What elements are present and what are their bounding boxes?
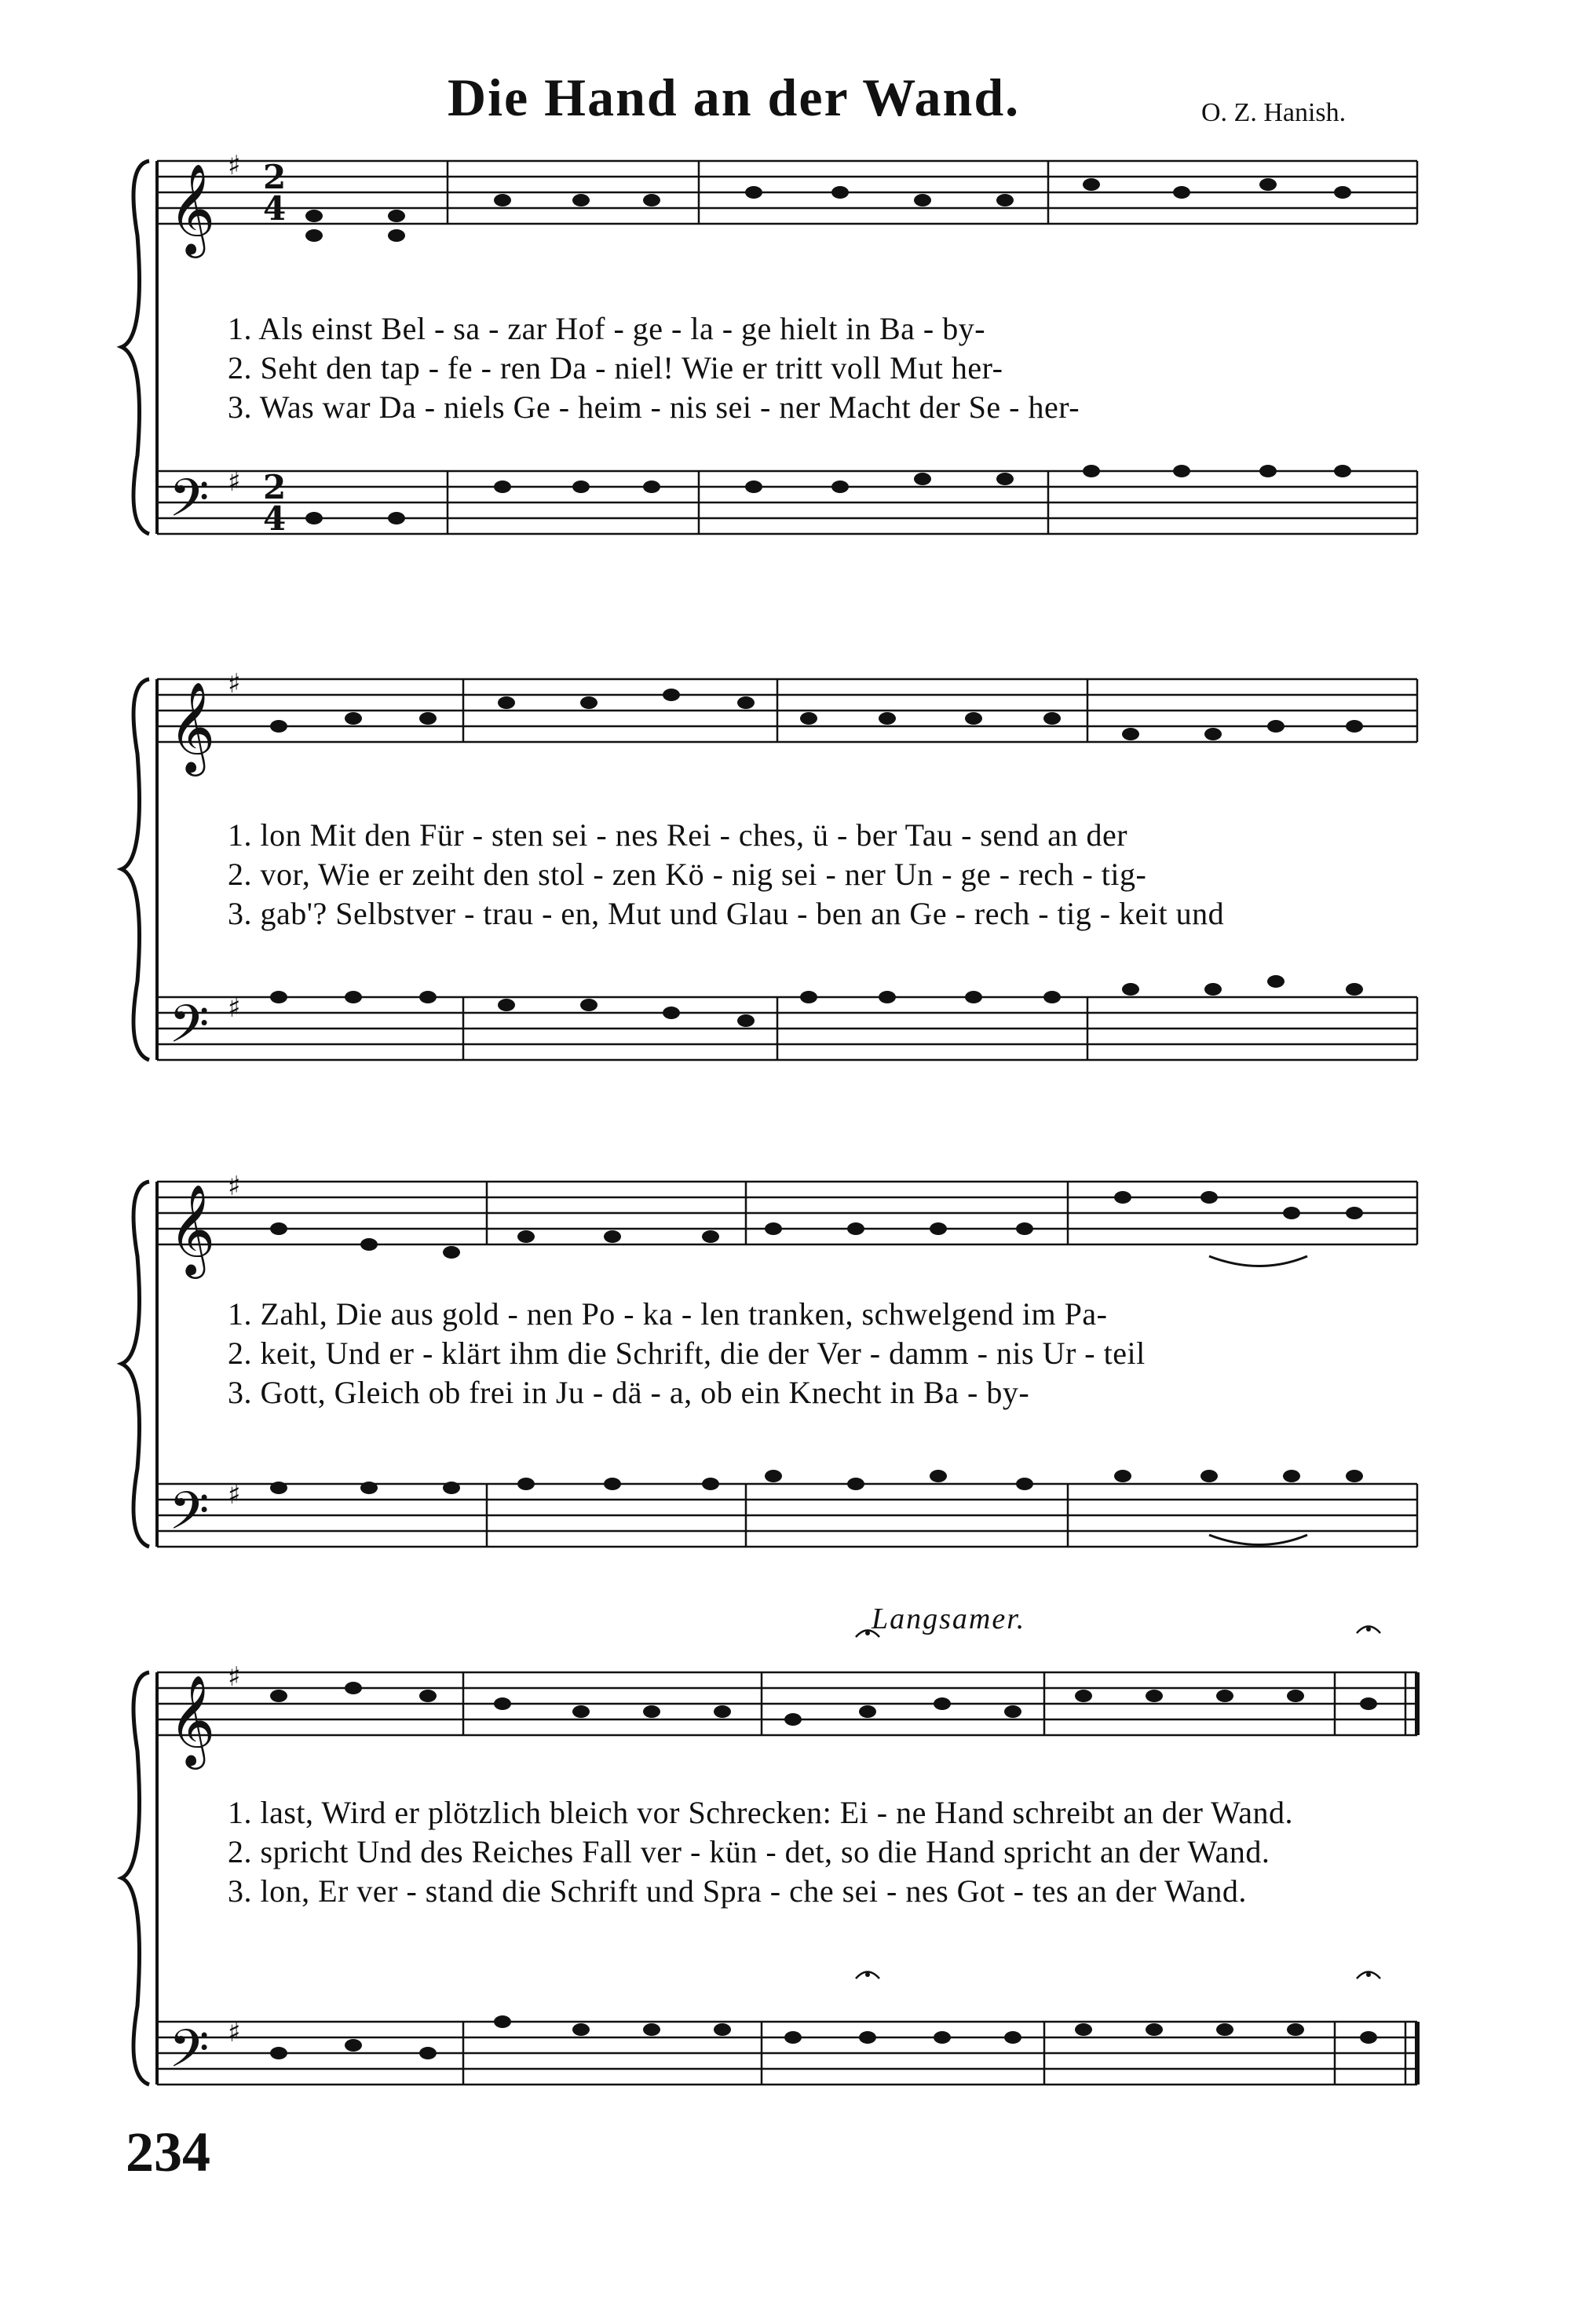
svg-text:𝄞: 𝄞 bbox=[169, 163, 216, 254]
lyric-line: 3. Was war Da - niels Ge - heim - nis sei - ner Macht der Se - her- bbox=[228, 389, 1080, 425]
lyric-line: 2. Seht den tap - fe - ren Da - niel! Wie er tritt voll Mut her- bbox=[228, 350, 1003, 386]
svg-text:♯: ♯ bbox=[228, 2017, 241, 2048]
svg-text:𝄢: 𝄢 bbox=[169, 1481, 210, 1554]
lyric-line: 1. last, Wird er plötzlich bleich vor Schrecken: Ei - ne Hand schreibt an der Wand. bbox=[228, 1795, 1293, 1830]
page-number: 234 bbox=[126, 2121, 210, 2183]
svg-text:𝄢: 𝄢 bbox=[169, 468, 210, 541]
svg-text:𝄞: 𝄞 bbox=[169, 1674, 216, 1766]
lyric-line: 3. Gott, Gleich ob frei in Ju - dä - a, ob ein Knecht in Ba - by- bbox=[228, 1375, 1030, 1410]
svg-text:2: 2 bbox=[263, 158, 287, 196]
svg-text:♯: ♯ bbox=[228, 1479, 241, 1511]
lyric-line: 2. vor, Wie er zeiht den stol - zen Kö - nig sei - ner Un - ge - rech - tig- bbox=[228, 857, 1147, 892]
svg-text:♯: ♯ bbox=[228, 150, 241, 181]
lyric-line: 2. keit, Und er - klärt ihm die Schrift, die der Ver - damm - nis Ur - teil bbox=[228, 1336, 1146, 1371]
svg-text:𝄞: 𝄞 bbox=[169, 1183, 216, 1275]
svg-text:♯: ♯ bbox=[228, 668, 241, 700]
hymn-title: Die Hand an der Wand. bbox=[448, 68, 1021, 127]
composer-credit: O. Z. Hanish. bbox=[1201, 98, 1347, 127]
lyric-line: 1. lon Mit den Für - sten sei - nes Rei - ches, ü - ber Tau - send an der bbox=[228, 817, 1128, 853]
lyric-line: 1. Zahl, Die aus gold - nen Po - ka - len tranken, schwelgend im Pa- bbox=[228, 1296, 1108, 1332]
lyric-line: 2. spricht Und des Reiches Fall ver - kün - det, so die Hand spricht an der Wand. bbox=[228, 1834, 1270, 1869]
lyric-line: 1. Als einst Bel - sa - zar Hof - ge - la - ge hielt in Ba - by- bbox=[228, 311, 986, 346]
svg-text:𝄢: 𝄢 bbox=[169, 2019, 210, 2092]
svg-text:𝄞: 𝄞 bbox=[169, 681, 216, 773]
svg-text:4: 4 bbox=[263, 189, 287, 228]
svg-text:♯: ♯ bbox=[228, 466, 241, 498]
svg-text:♯: ♯ bbox=[228, 992, 241, 1024]
svg-text:♯: ♯ bbox=[228, 1171, 241, 1202]
lyric-line: 3. gab'? Selbstver - trau - en, Mut und Glau - ben an Ge - rech - tig - keit und bbox=[228, 896, 1225, 931]
svg-text:𝄢: 𝄢 bbox=[169, 994, 210, 1067]
tempo-marking: Langsamer. bbox=[872, 1602, 1026, 1635]
svg-text:2: 2 bbox=[263, 468, 287, 506]
svg-text:4: 4 bbox=[263, 499, 287, 538]
lyric-line: 3. lon, Er ver - stand die Schrift und Spra - che sei - nes Got - tes an der Wand. bbox=[228, 1873, 1247, 1909]
svg-text:♯: ♯ bbox=[228, 1661, 241, 1693]
